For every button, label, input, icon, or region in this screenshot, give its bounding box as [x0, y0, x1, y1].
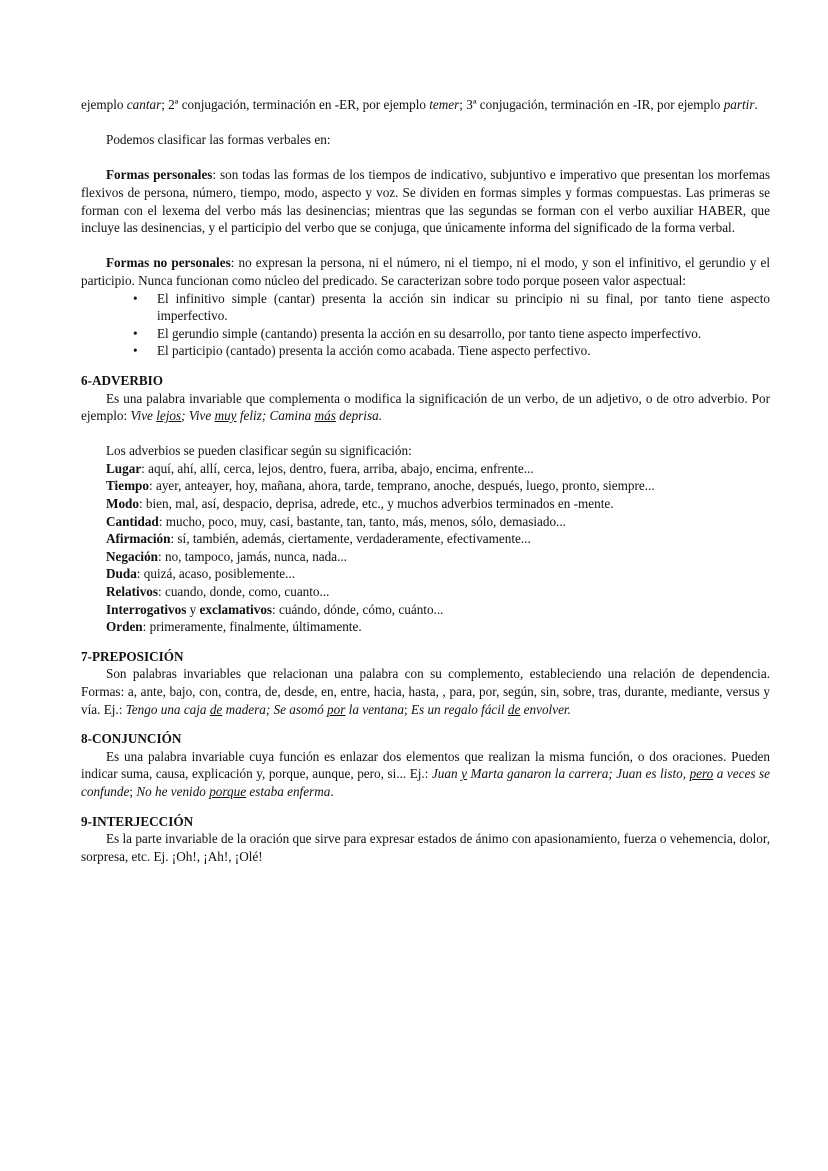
list-item: • El participio (cantado) presenta la acción como acabada. Tiene aspecto perfectivo. [133, 343, 591, 359]
adverbio-types-list [81, 460, 770, 636]
formas-personales-paragraph: Formas personales: son todas las formas de los tiempos de indicativo, subjuntivo e imperativo que presentan los morfemas flexivos de persona, número, tiempo, modo, aspecto y voz. Se dividen en formas simples y formas compuestas. Las primeras se forman con el lexema del verbo más las desinencias; mientras que las segundas se forman con el verbo auxiliar HABER, que incluye las desinencias, y el participio del verbo que se conjuga, que únicamente informa del significado de la forma verbal. [81, 167, 770, 236]
formas-no-personales-paragraph: Formas no personales: no expresan la persona, ni el número, ni el tiempo, ni el modo, y son el infinitivo, el gerundio y el participio. Nunca funcionan como núcleo del predicado. Se caracterizan sobre todo porque poseen valor aspectual: [81, 255, 770, 288]
section-heading-conjuncion: 8-CONJUNCIÓN [81, 731, 182, 747]
section-heading-preposicion: 7-PREPOSICIÓN [81, 648, 184, 664]
adverbio-classify-intro: Los adverbios se pueden clasificar según su significación: [106, 443, 412, 459]
list-item: Tiempo: ayer, anteayer, hoy, mañana, ahora, tarde, temprano, anoche, después, luego, pronto, siempre... [106, 478, 655, 494]
section-heading-interjeccion: 9-INTERJECCIÓN [81, 813, 194, 829]
bullet-icon: • [133, 290, 138, 306]
aspect-bullet-list [81, 290, 770, 360]
preposicion-paragraph: Son palabras invariables que relacionan una palabra con su complemento, estableciendo una relación de dependencia. Formas: a, ante, bajo, con, contra, de, desde, en, entre, hacia, hasta, , para, por, según, sin, sobre, tras, durante, mediante, versus y vía. Ej.: Tengo una caja de madera; Se asomó por la ventana; Es un regalo fácil de envolver. [81, 666, 770, 717]
list-item: Negación: no, tampoco, jamás, nunca, nada... [106, 548, 347, 564]
section-heading-adverbio: 6-ADVERBIO [81, 372, 164, 388]
list-item: Afirmación: sí, también, además, ciertamente, verdaderamente, efectivamente... [106, 531, 531, 547]
bullet-icon: • [133, 325, 138, 341]
bullet-icon: • [133, 343, 138, 359]
list-item: Orden: primeramente, finalmente, últimamente. [106, 619, 362, 635]
document-page [81, 96, 770, 865]
list-item: • El infinitivo simple (cantar) presenta la acción sin indicar su principio ni su final, por tanto tiene aspecto imperfectivo. [133, 290, 770, 324]
list-item: Relativos: cuando, donde, como, cuanto... [106, 584, 330, 600]
classify-verbs-paragraph: Podemos clasificar las formas verbales en: [106, 132, 331, 148]
intro-paragraph: ejemplo cantar; 2ª conjugación, terminación en -ER, por ejemplo temer; 3ª conjugación, terminación en -IR, por ejemplo partir. [81, 97, 758, 112]
interjeccion-paragraph: Es la parte invariable de la oración que sirve para expresar estados de ánimo con apasionamiento, fuerza o vehemencia, dolor, sorpresa, etc. Ej. ¡Oh!, ¡Ah!, ¡Olé! [81, 831, 770, 864]
list-item: Cantidad: mucho, poco, muy, casi, bastante, tan, tanto, más, menos, sólo, demasiado... [106, 513, 566, 529]
list-item: Interrogativos y exclamativos: cuándo, dónde, cómo, cuánto... [106, 601, 444, 617]
list-item: Lugar: aquí, ahí, allí, cerca, lejos, dentro, fuera, arriba, abajo, encima, enfrente... [106, 460, 534, 476]
list-item: Modo: bien, mal, así, despacio, deprisa, adrede, etc., y muchos adverbios terminados en -mente. [106, 496, 614, 512]
list-item: • El gerundio simple (cantando) presenta la acción en su desarrollo, por tanto tiene aspecto imperfectivo. [133, 325, 702, 341]
list-item: Duda: quizá, acaso, posiblemente... [106, 566, 295, 582]
adverbio-definition: Es una palabra invariable que complementa o modifica la significación de un verbo, de un adjetivo, o de otro adverbio. Por ejemplo: Vive lejos; Vive muy feliz; Camina más deprisa. [81, 390, 770, 424]
conjuncion-paragraph: Es una palabra invariable cuya función es enlazar dos elementos que realizan la misma función, o dos oraciones. Pueden indicar suma, causa, explicación y, porque, aunque, pero, si... Ej.: Juan y Marta ganaron la carrera; Juan es listo, pero a veces se confunde; No he venido porque estaba enferma. [81, 748, 770, 799]
